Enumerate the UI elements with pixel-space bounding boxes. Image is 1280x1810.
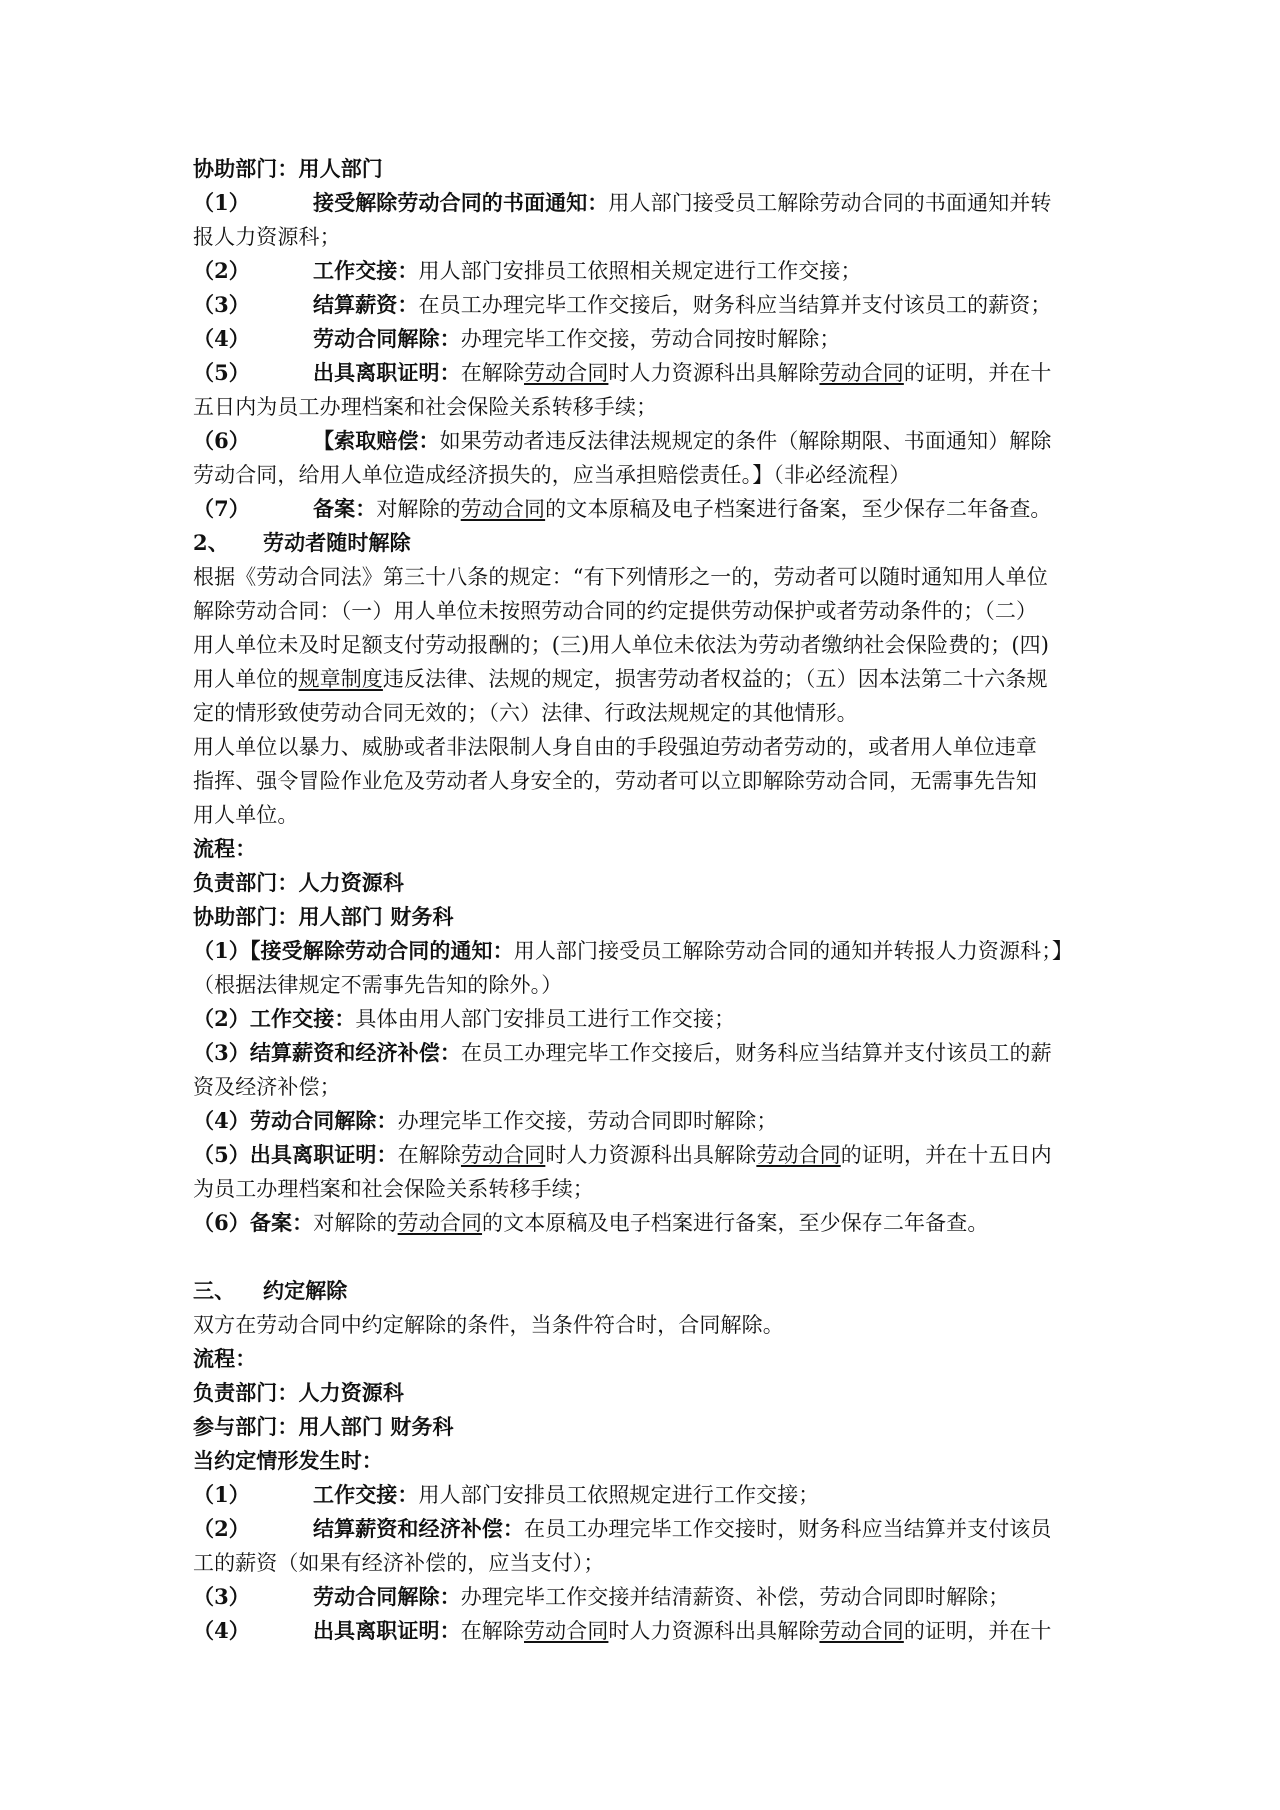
line-text: 协助部门：用人部门 财务科 bbox=[193, 904, 454, 929]
item-label: 结算薪资： bbox=[313, 292, 419, 317]
item-number: （5） bbox=[193, 1142, 250, 1167]
line-text: 根据《劳动合同法》第三十八条的规定：“有下列情形之一的，劳动者可以随时通知用人单位 bbox=[193, 565, 1048, 589]
line-text: 用人单位。 bbox=[193, 803, 299, 827]
item-label: 劳动合同解除： bbox=[313, 326, 461, 351]
line-text: 的证明，并在十 bbox=[903, 361, 1052, 385]
line-text: 在解除 bbox=[460, 361, 525, 385]
line-text: 用人部门接受员工解除劳动合同的书面通知并转 bbox=[608, 191, 1052, 215]
text-line bbox=[193, 798, 1093, 832]
list-item bbox=[193, 322, 1093, 356]
list-item bbox=[193, 1206, 1093, 1240]
line-text: 协助部门：用人部门 bbox=[193, 156, 383, 181]
blank-line bbox=[193, 1240, 1093, 1274]
text-line bbox=[193, 662, 1093, 696]
line-text: 办理完毕工作交接，劳动合同即时解除； bbox=[397, 1109, 778, 1133]
text-line bbox=[193, 458, 1093, 492]
line-text: 负责部门：人力资源科 bbox=[193, 1380, 404, 1405]
list-item bbox=[193, 356, 1093, 390]
line-text: 的文本原稿及电子档案进行备案，至少保存二年备查。 bbox=[545, 497, 1052, 521]
line-text: 报人力资源科； bbox=[193, 225, 341, 249]
item-label: 出具离职证明： bbox=[249, 1142, 398, 1167]
bold-line bbox=[193, 900, 1093, 934]
line-text: 当约定情形发生时： bbox=[193, 1448, 383, 1473]
bold-line bbox=[193, 1342, 1093, 1376]
list-item bbox=[193, 1512, 1093, 1546]
item-label: 出具离职证明： bbox=[313, 1618, 461, 1643]
line-text: 定的情形致使劳动合同无效的；（六）法律、行政法规规定的其他情形。 bbox=[193, 701, 858, 725]
line-text: 用人部门安排员工依照相关规定进行工作交接； bbox=[418, 259, 862, 283]
underlined-term: 劳动合同 bbox=[460, 1143, 546, 1167]
list-item bbox=[193, 254, 1093, 288]
item-label: 工作交接： bbox=[313, 1482, 419, 1507]
line-text: 用人单位以暴力、威胁或者非法限制人身自由的手段强迫劳动者劳动的，或者用人单位违章 bbox=[193, 735, 1037, 759]
text-line bbox=[193, 628, 1093, 662]
bold-line bbox=[193, 832, 1093, 866]
line-text: 指挥、强令冒险作业危及劳动者人身安全的，劳动者可以立即解除劳动合同，无需事先告知 bbox=[193, 769, 1037, 793]
list-item bbox=[193, 934, 1093, 968]
line-text: 流程： bbox=[193, 836, 257, 861]
line-text: 用人单位的 bbox=[193, 667, 299, 691]
line-text: 劳动合同，给用人单位造成经济损失的，应当承担赔偿责任。】（非必经流程） bbox=[193, 463, 911, 487]
bold-line bbox=[193, 1410, 1093, 1444]
line-text: 负责部门：人力资源科 bbox=[193, 870, 404, 895]
item-label: 接受解除劳动合同的书面通知： bbox=[313, 190, 609, 215]
line-text: 在员工办理完毕工作交接后，财务科应当结算并支付该员工的薪资； bbox=[418, 293, 1052, 317]
item-label: 【接受解除劳动合同的通知： bbox=[249, 938, 514, 963]
text-line bbox=[193, 1308, 1093, 1342]
bold-line bbox=[193, 1376, 1093, 1410]
list-item bbox=[193, 186, 1093, 220]
list-item bbox=[193, 1138, 1093, 1172]
item-label: 备案： bbox=[313, 496, 377, 521]
item-number: 2、 bbox=[193, 530, 229, 555]
line-text: 时人力资源科出具解除 bbox=[545, 1143, 757, 1167]
line-text: 在员工办理完毕工作交接后，财务科应当结算并支付该员工的薪 bbox=[460, 1041, 1052, 1065]
list-item bbox=[193, 288, 1093, 322]
line-text: （根据法律规定不需事先告知的除外。） bbox=[193, 973, 563, 997]
line-text: 在员工办理完毕工作交接时，财务科应当结算并支付该员 bbox=[524, 1517, 1052, 1541]
section-heading bbox=[193, 526, 1093, 560]
item-number: （2） bbox=[193, 1006, 250, 1031]
list-item bbox=[193, 424, 1093, 458]
bold-line bbox=[193, 152, 1093, 186]
line-text: 违反法律、法规的规定，损害劳动者权益的；（五）因本法第二十六条规 bbox=[382, 667, 1048, 691]
line-text: 对解除的 bbox=[376, 497, 461, 521]
list-item bbox=[193, 1614, 1093, 1648]
list-item bbox=[193, 492, 1093, 526]
line-text: 解除劳动合同：（一）用人单位未按照劳动合同的约定提供劳动保护或者劳动条件的；（二） bbox=[193, 599, 1038, 623]
line-text: 为员工办理档案和社会保险关系转移手续； bbox=[193, 1177, 594, 1201]
line-text: 工的薪资（如果有经济补偿的，应当支付）； bbox=[193, 1551, 605, 1575]
list-item bbox=[193, 1478, 1093, 1512]
underlined-term: 劳动合同 bbox=[397, 1211, 483, 1235]
text-line bbox=[193, 730, 1093, 764]
item-label: 工作交接： bbox=[313, 258, 419, 283]
item-number: 三、 bbox=[193, 1278, 236, 1303]
underlined-term: 劳动合同 bbox=[819, 1619, 904, 1643]
underlined-term: 劳动合同 bbox=[460, 497, 546, 521]
heading-text: 劳动者随时解除 bbox=[263, 530, 411, 555]
bold-line bbox=[193, 866, 1093, 900]
item-label: 结算薪资和经济补偿： bbox=[313, 1516, 524, 1541]
list-item bbox=[193, 1036, 1093, 1070]
underlined-term: 规章制度 bbox=[298, 667, 383, 691]
line-text: 对解除的 bbox=[313, 1211, 398, 1235]
list-item bbox=[193, 1002, 1093, 1036]
text-line bbox=[193, 1070, 1093, 1104]
section-heading bbox=[193, 1274, 1093, 1308]
line-text: 时人力资源科出具解除 bbox=[608, 1619, 820, 1643]
item-label: 劳动合同解除： bbox=[249, 1108, 398, 1133]
line-text: 用人部门接受员工解除劳动合同的通知并转报人力资源科；】 bbox=[513, 939, 1073, 963]
line-text: 在解除 bbox=[397, 1143, 461, 1167]
item-number: （6） bbox=[193, 428, 250, 453]
item-number: （3） bbox=[193, 1040, 250, 1065]
text-line bbox=[193, 560, 1093, 594]
line-text: 资及经济补偿； bbox=[193, 1075, 341, 1099]
text-line bbox=[193, 390, 1093, 424]
heading-text: 约定解除 bbox=[263, 1278, 348, 1303]
text-line bbox=[193, 968, 1093, 1002]
text-line bbox=[193, 1172, 1093, 1206]
item-number: （3） bbox=[193, 292, 250, 317]
underlined-term: 劳动合同 bbox=[524, 361, 609, 385]
underlined-term: 劳动合同 bbox=[819, 361, 904, 385]
list-item bbox=[193, 1104, 1093, 1138]
item-label: 结算薪资和经济补偿： bbox=[249, 1040, 461, 1065]
line-text: 双方在劳动合同中约定解除的条件，当条件符合时，合同解除。 bbox=[193, 1313, 784, 1337]
item-number: （2） bbox=[193, 258, 250, 283]
text-line bbox=[193, 220, 1093, 254]
item-label: 备案： bbox=[249, 1210, 314, 1235]
item-number: （4） bbox=[193, 1618, 250, 1643]
line-text: 流程： bbox=[193, 1346, 257, 1371]
item-number: （7） bbox=[193, 496, 250, 521]
item-label: 工作交接： bbox=[249, 1006, 356, 1031]
line-text: 参与部门：用人部门 财务科 bbox=[193, 1414, 454, 1439]
item-number: （6） bbox=[193, 1210, 250, 1235]
line-text: 如果劳动者违反法律法规规定的条件（解除期限、书面通知）解除 bbox=[439, 429, 1052, 453]
item-number: （1） bbox=[193, 938, 250, 963]
text-line bbox=[193, 594, 1093, 628]
item-label: 出具离职证明： bbox=[313, 360, 461, 385]
item-number: （5） bbox=[193, 360, 250, 385]
line-text: 用人单位未及时足额支付劳动报酬的；(三)用人单位未依法为劳动者缴纳社会保险费的；(四) bbox=[193, 633, 1050, 657]
line-text: 五日内为员工办理档案和社会保险关系转移手续； bbox=[193, 395, 658, 419]
item-number: （1） bbox=[193, 190, 250, 215]
underlined-term: 劳动合同 bbox=[524, 1619, 609, 1643]
line-text: 的证明，并在十 bbox=[903, 1619, 1052, 1643]
document-page bbox=[193, 152, 1093, 1648]
line-text: 具体由用人部门安排员工进行工作交接； bbox=[355, 1007, 736, 1031]
text-line bbox=[193, 696, 1093, 730]
item-number: （4） bbox=[193, 326, 250, 351]
item-number: （2） bbox=[193, 1516, 250, 1541]
item-number: （1） bbox=[193, 1482, 250, 1507]
bold-line bbox=[193, 1444, 1093, 1478]
text-line bbox=[193, 1546, 1093, 1580]
line-text: 办理完毕工作交接，劳动合同按时解除； bbox=[460, 327, 841, 351]
item-label: 劳动合同解除： bbox=[313, 1584, 461, 1609]
line-text: 办理完毕工作交接并结清薪资、补偿，劳动合同即时解除； bbox=[460, 1585, 1010, 1609]
item-number: （4） bbox=[193, 1108, 250, 1133]
list-item bbox=[193, 1580, 1093, 1614]
line-text: 在解除 bbox=[460, 1619, 525, 1643]
line-text: 时人力资源科出具解除 bbox=[608, 361, 820, 385]
line-text: 的文本原稿及电子档案进行备案，至少保存二年备查。 bbox=[482, 1211, 989, 1235]
item-number: （3） bbox=[193, 1584, 250, 1609]
text-line bbox=[193, 764, 1093, 798]
line-text: 用人部门安排员工依照规定进行工作交接； bbox=[418, 1483, 820, 1507]
underlined-term: 劳动合同 bbox=[756, 1143, 841, 1167]
item-label: 【索取赔偿： bbox=[313, 428, 440, 453]
line-text: 的证明，并在十五日内 bbox=[840, 1143, 1052, 1167]
